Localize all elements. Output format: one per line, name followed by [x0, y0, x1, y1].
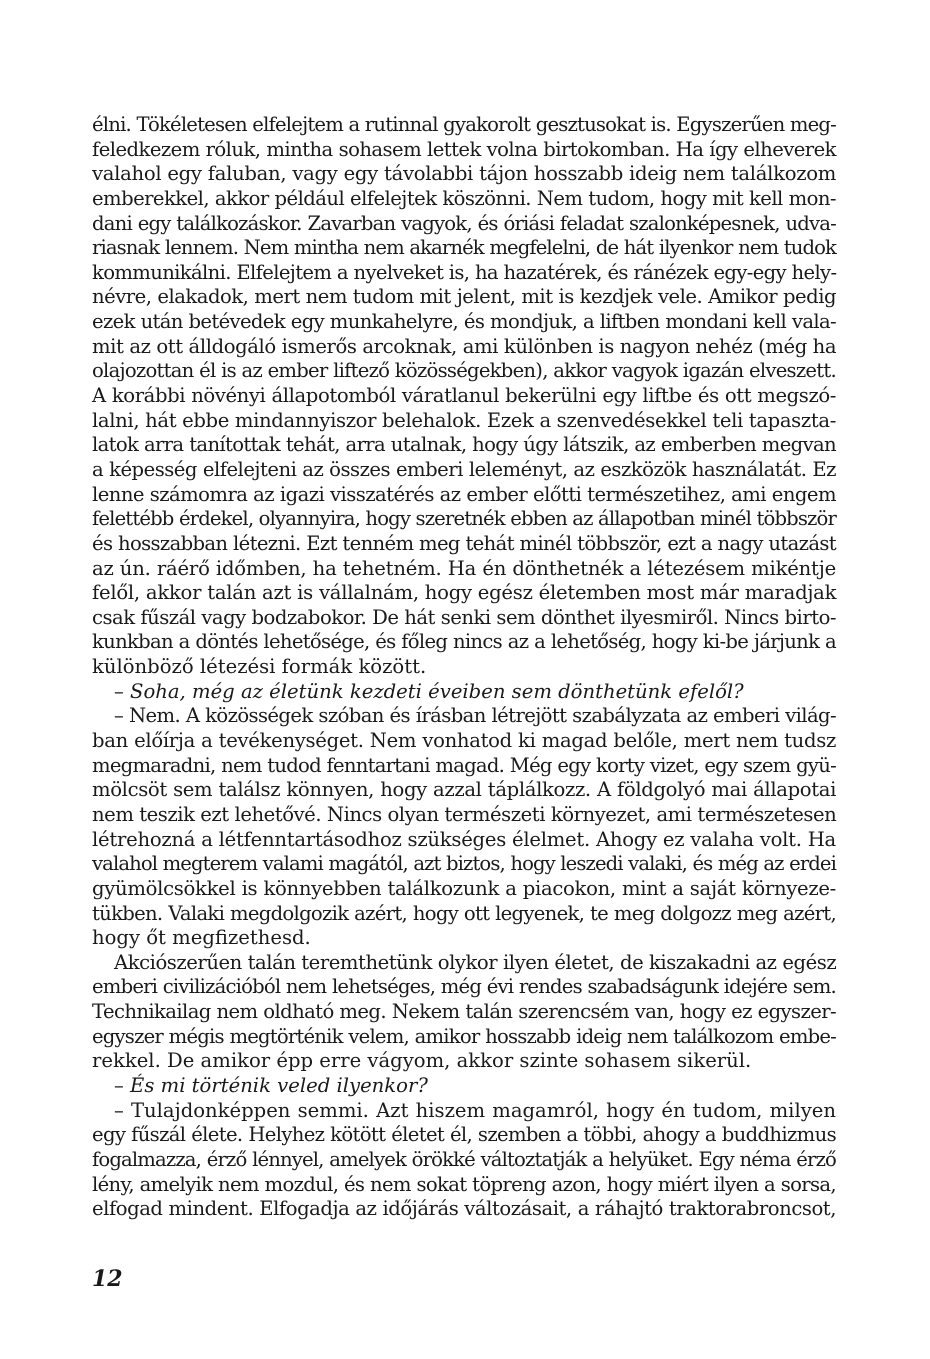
body-text [92, 113, 836, 1222]
question-line: – És mi történik veled ilyenkor? [114, 1073, 428, 1097]
text-line: elfogad mindent. Elfogadja az időjárás változásait, a ráhajtó traktorabroncsot, [92, 1197, 836, 1221]
text-line: egy fűszál élete. Helyhez kötött életet él, szemben a többi, ahogy a buddhizmus [92, 1123, 836, 1147]
text-line: felettébb érdekel, olyannyira, hogy szeretnék ebben az állapotban minél többször [92, 507, 836, 531]
text-line: emberi civilizációból nem lehetséges, még évi rendes szabadságunk idejére sem. [92, 975, 836, 999]
text-line: – Nem. A közösségek szóban és írásban létrejött szabályzata az emberi világ- [114, 704, 836, 728]
text-line: riasnak lennem. Nem mintha nem akarnék megfelelni, de hát ilyenkor nem tudok [92, 236, 836, 260]
text-line: lalni, hát ebbe mindannyiszor belehalok. Ezek a szenvedésekkel teli tapaszta- [92, 408, 836, 432]
text-line: Technikailag nem oldható meg. Nekem talán szerencsém van, hogy ez egyszer- [92, 1000, 836, 1024]
text-line: rekkel. De amikor épp erre vágyom, akkor szinte sohasem sikerül. [92, 1049, 752, 1073]
text-line: az ún. ráérő időmben, ha tehetném. Ha én dönthetnék a létezésem mikéntje [92, 556, 836, 580]
text-line: valahol egy faluban, vagy egy távolabbi tájon hosszabb ideig nem találkozom [92, 162, 836, 186]
text-line: egyszer mégis megtörténik velem, amikor hosszabb ideig nem találkozom embe- [92, 1024, 836, 1048]
text-line: ban előírja a tevékenységet. Nem vonhatod ki magad belőle, mert nem tudsz [92, 729, 836, 753]
text-line: és hosszabban létezni. Ezt tenném meg tehát minél többször, ezt a nagy utazást [92, 531, 836, 555]
text-line: dani egy találkozáskor. Zavarban vagyok, és óriási feladat szalonképesnek, udva- [92, 211, 836, 235]
text-line: lenne számomra az igazi visszatérés az ember előtti természetihez, ami engem [92, 482, 836, 506]
text-line: emberekkel, akkor például elfelejtek köszönni. Nem tudom, hogy mit kell mon- [92, 186, 836, 210]
text-line: a képesség elfelejteni az összes emberi leleményt, az eszközök használatát. Ez [92, 457, 836, 481]
text-line: gyümölcsökkel is könnyebben találkozunk a piacokon, mint a saját környeze- [92, 876, 836, 900]
text-line: létrehozná a létfenntartásodhoz szükséges élelmet. Ahogy ez valaha volt. Ha [92, 827, 836, 851]
text-line: tükben. Valaki megdolgozik azért, hogy ott legyenek, te meg dolgozz meg azért, [92, 901, 836, 925]
text-line: mölcsöt sem találsz könnyen, hogy azzal táplálkozz. A földgolyó mai állapotai [92, 778, 836, 802]
text-line: A korábbi növényi állapotomból váratlanul bekerülni egy liftbe és ott megszó- [92, 384, 836, 408]
text-line: különböző létezési formák között. [92, 655, 427, 679]
text-line: megmaradni, nem tudod fenntartani magad. Még egy korty vizet, egy szem gyü- [92, 753, 836, 777]
text-line: feledkezem róluk, mintha sohasem lettek volna birtokomban. Ha így elheverek [92, 137, 836, 161]
text-line: kunkban a döntés lehetősége, és főleg nincs az a lehetőség, hogy ki-be járjunk a [92, 630, 836, 654]
text-line: kommunikálni. Elfelejtem a nyelveket is, ha hazatérek, és ránézek egy-egy hely- [92, 260, 837, 284]
text-line: latok arra tanítottak tehát, arra utalnak, hogy úgy látszik, az emberben megvan [92, 433, 836, 457]
text-line: ezek után betévedek egy munkahelyre, és mondjuk, a liftben mondani kell vala- [92, 310, 836, 334]
text-line: lény, amelyik nem mozdul, és nem sokat töpreng azon, hogy miért ilyen a sorsa, [92, 1172, 836, 1196]
text-line: fogalmazza, érző lénnyel, amelyek örökké változtatják a helyüket. Egy néma érző [92, 1147, 836, 1171]
page-number: 12 [92, 1266, 123, 1292]
text-line: élni. Tökéletesen elfelejtem a rutinnal gyakorolt gesztusokat is. Egyszerűen meg- [92, 113, 836, 136]
text-line: Akciószerűen talán teremthetünk olykor ilyen életet, de kiszakadni az egész [114, 950, 837, 974]
text-line: mit az ott álldogáló ismerős arcoknak, ami különben is nagyon nehéz (még ha [92, 334, 837, 358]
text-line: – Tulajdonképpen semmi. Azt hiszem magamról, hogy én tudom, milyen [114, 1098, 836, 1122]
text-line: hogy őt megfizethesd. [92, 926, 311, 950]
text-line: névre, elakadok, mert nem tudom mit jelent, mit is kezdjek vele. Amikor pedig [92, 285, 836, 309]
text-line: csak fűszál vagy bodzabokor. De hát senki sem dönthet ilyesmiről. Nincs birto- [92, 605, 836, 629]
text-line: nem teszik ezt lehetővé. Nincs olyan természeti környezet, ami természetesen [92, 802, 837, 826]
text-line: valahol megterem valami magától, azt biztos, hogy leszedi valaki, és még az erdei [92, 852, 836, 876]
text-line: olajozottan él is az ember liftező közösségekben), akkor vagyok igazán elveszett. [92, 359, 836, 383]
question-line: – Soha, még az életünk kezdeti éveiben sem dönthetünk efelől? [114, 679, 744, 703]
text-line: felől, akkor talán azt is vállalnám, hogy egész életemben most már maradjak [92, 581, 837, 605]
